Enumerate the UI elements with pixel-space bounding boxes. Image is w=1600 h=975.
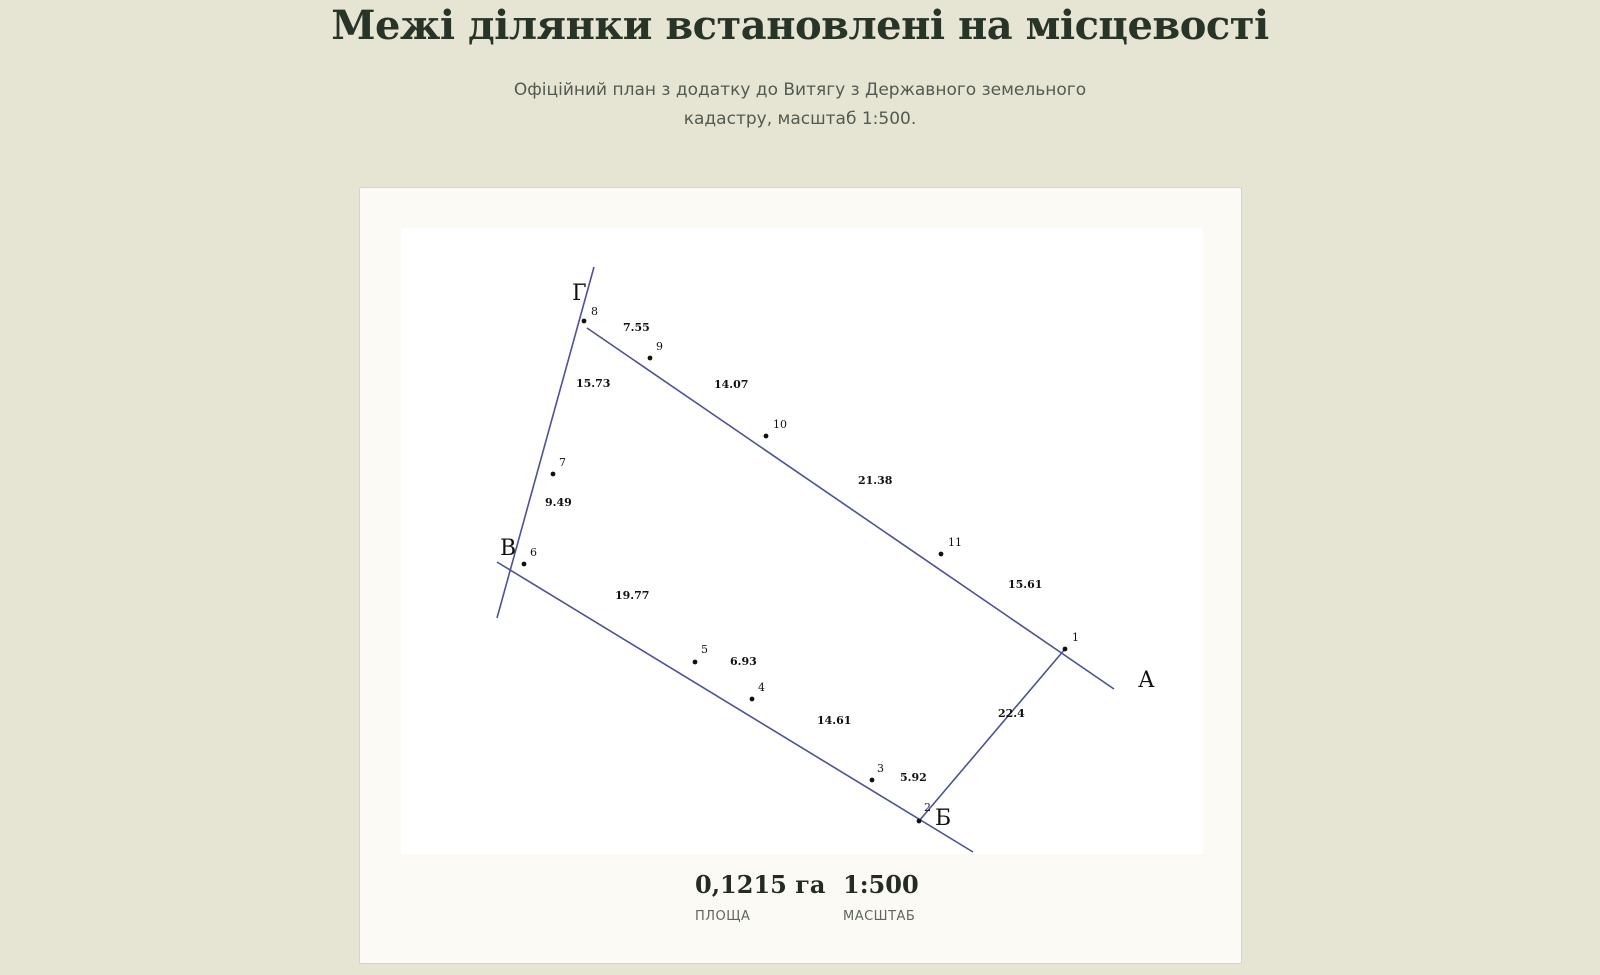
vertex-label-5: 5 <box>701 643 708 656</box>
corner-label-b: Б <box>935 806 952 831</box>
boundary-line-g-v <box>497 267 594 618</box>
vertex-9 <box>648 356 653 361</box>
vertex-4 <box>750 697 755 702</box>
vertex-label-1: 1 <box>1072 631 1079 644</box>
vertex-7 <box>551 472 556 477</box>
vertex-label-7: 7 <box>559 456 566 469</box>
plan-card <box>359 187 1242 964</box>
vertex-8 <box>582 319 587 324</box>
segment-length-4-5: 6.93 <box>730 655 757 668</box>
segment-length-8-9: 7.55 <box>623 321 650 334</box>
segment-length-2-3: 5.92 <box>900 771 927 784</box>
vertex-5 <box>693 660 698 665</box>
cadastral-plan <box>401 228 1203 854</box>
vertex-3 <box>870 778 875 783</box>
segment-length-7-8: 15.73 <box>576 377 611 390</box>
scale-stat <box>843 870 919 924</box>
vertex-2 <box>917 819 922 824</box>
vertex-10 <box>764 434 769 439</box>
vertex-6 <box>522 562 527 567</box>
vertex-label-11: 11 <box>948 536 962 549</box>
vertex-label-3: 3 <box>877 762 884 775</box>
area-label: ПЛОЩА <box>695 909 751 924</box>
scale-value: 1:500 <box>843 870 919 899</box>
segment-length-11-1: 15.61 <box>1008 578 1043 591</box>
vertex-1 <box>1063 647 1068 652</box>
corner-label-v: В <box>500 536 517 561</box>
vertex-11 <box>939 552 944 557</box>
segment-length-6-7: 9.49 <box>545 496 572 509</box>
segment-length-1-2: 22.4 <box>998 707 1025 720</box>
corner-label-g: Г <box>572 281 587 306</box>
area-value: 0,1215 га <box>695 870 826 899</box>
vertex-label-6: 6 <box>530 546 537 559</box>
vertex-label-10: 10 <box>773 418 787 431</box>
corner-label-a: А <box>1138 668 1155 693</box>
segment-length-10-11: 21.38 <box>858 474 893 487</box>
vertex-label-2: 2 <box>924 801 931 814</box>
vertex-label-9: 9 <box>656 340 663 353</box>
vertex-label-8: 8 <box>591 305 598 318</box>
area-stat <box>695 870 825 924</box>
page-subtitle: Офіційний план з додатку до Витягу з Державного земельного кадастру, масштаб 1:500. <box>513 80 1087 129</box>
boundary-line-1-2 <box>919 649 1065 821</box>
page-title: Межі ділянки встановлені на місцевості <box>331 2 1269 49</box>
boundary-line-b-v <box>497 562 973 852</box>
plan-drawing <box>401 228 1203 854</box>
segment-length-5-6: 19.77 <box>615 589 650 602</box>
scale-label: МАСШТАБ <box>843 909 916 924</box>
boundary-line-g-a <box>587 328 1114 689</box>
vertex-label-4: 4 <box>758 681 765 694</box>
segment-length-9-10: 14.07 <box>714 378 749 391</box>
segment-length-3-4: 14.61 <box>817 714 852 727</box>
